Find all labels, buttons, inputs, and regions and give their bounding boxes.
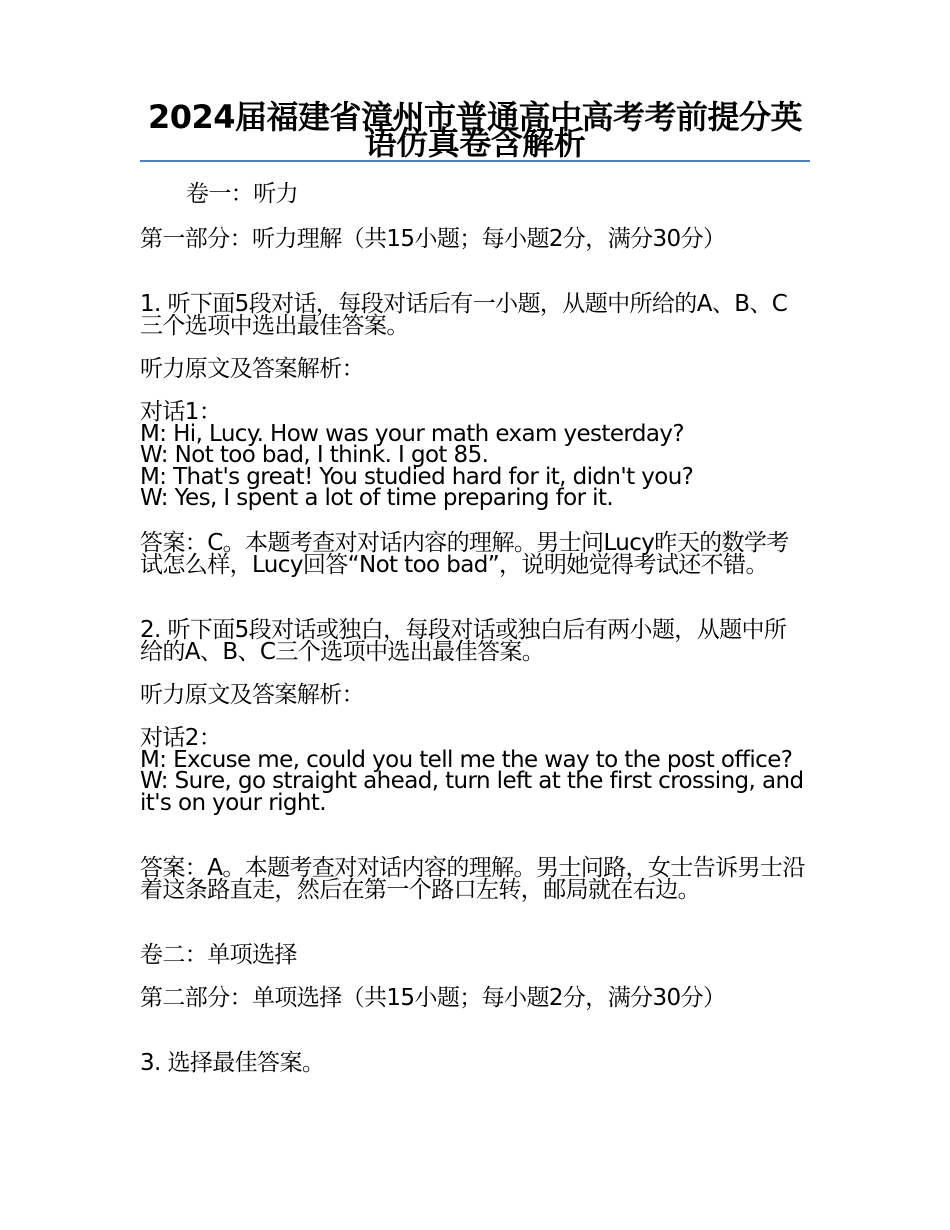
part-two-heading: 第二部分：单项选择（共15小题；每小题2分，满分30分） [140, 985, 726, 1011]
dialogue-one [140, 399, 808, 511]
dialogue-line: W: Sure, go straight ahead, turn left at the first crossing, and it's on your right. [140, 768, 804, 816]
dialogue-line: M: That's great! You studied hard for it, didn't you? [140, 463, 694, 490]
answer-one: 答案：C。本题考查对对话内容的理解。男士问Lucy昨天的数学考试怎么样，Lucy回答“Not too bad”，说明她觉得考试还不错。 [140, 530, 789, 578]
dialogue-line: W: Yes, I spent a lot of time preparing for it. [140, 485, 614, 511]
dialogue-two-label: 对话2： [140, 725, 222, 751]
volume-one-heading: 卷一：听力 [186, 181, 299, 207]
part-one-heading: 第一部分：听力理解（共15小题；每小题2分，满分30分） [140, 226, 726, 252]
dialogue-one-label: 对话1： [140, 399, 222, 425]
document-title: 2024届福建省漳州市普通高中高考考前提分英语仿真卷含解析 [147, 98, 803, 162]
volume-two-heading: 卷二：单项选择 [140, 942, 297, 968]
dialogue-two [140, 725, 808, 816]
dialogue-line: M: Excuse me, could you tell me the way to the post office? [140, 746, 793, 773]
dialogue-line: W: Not too bad, I think. I got 85. [140, 442, 489, 468]
question-two-instruction: 2. 听下面5段对话或独白，每段对话或独白后有两小题，从题中所给的A、B、C三个选项中选出最佳答案。 [140, 617, 787, 665]
title-underline [140, 160, 810, 162]
question-three-instruction: 3. 选择最佳答案。 [140, 1050, 325, 1076]
answer-two: 答案：A。本题考查对对话内容的理解。男士问路，女士告诉男士沿着这条路直走，然后在第一个路口左转，邮局就在右边。 [140, 855, 805, 903]
question-two-transcript-label: 听力原文及答案解析： [140, 682, 365, 708]
question-one-instruction: 1. 听下面5段对话，每段对话后有一小题，从题中所给的A、B、C三个选项中选出最佳答案。 [140, 291, 788, 339]
dialogue-line: M: Hi, Lucy. How was your math exam yesterday? [140, 420, 684, 447]
question-one-transcript-label: 听力原文及答案解析： [140, 356, 365, 382]
